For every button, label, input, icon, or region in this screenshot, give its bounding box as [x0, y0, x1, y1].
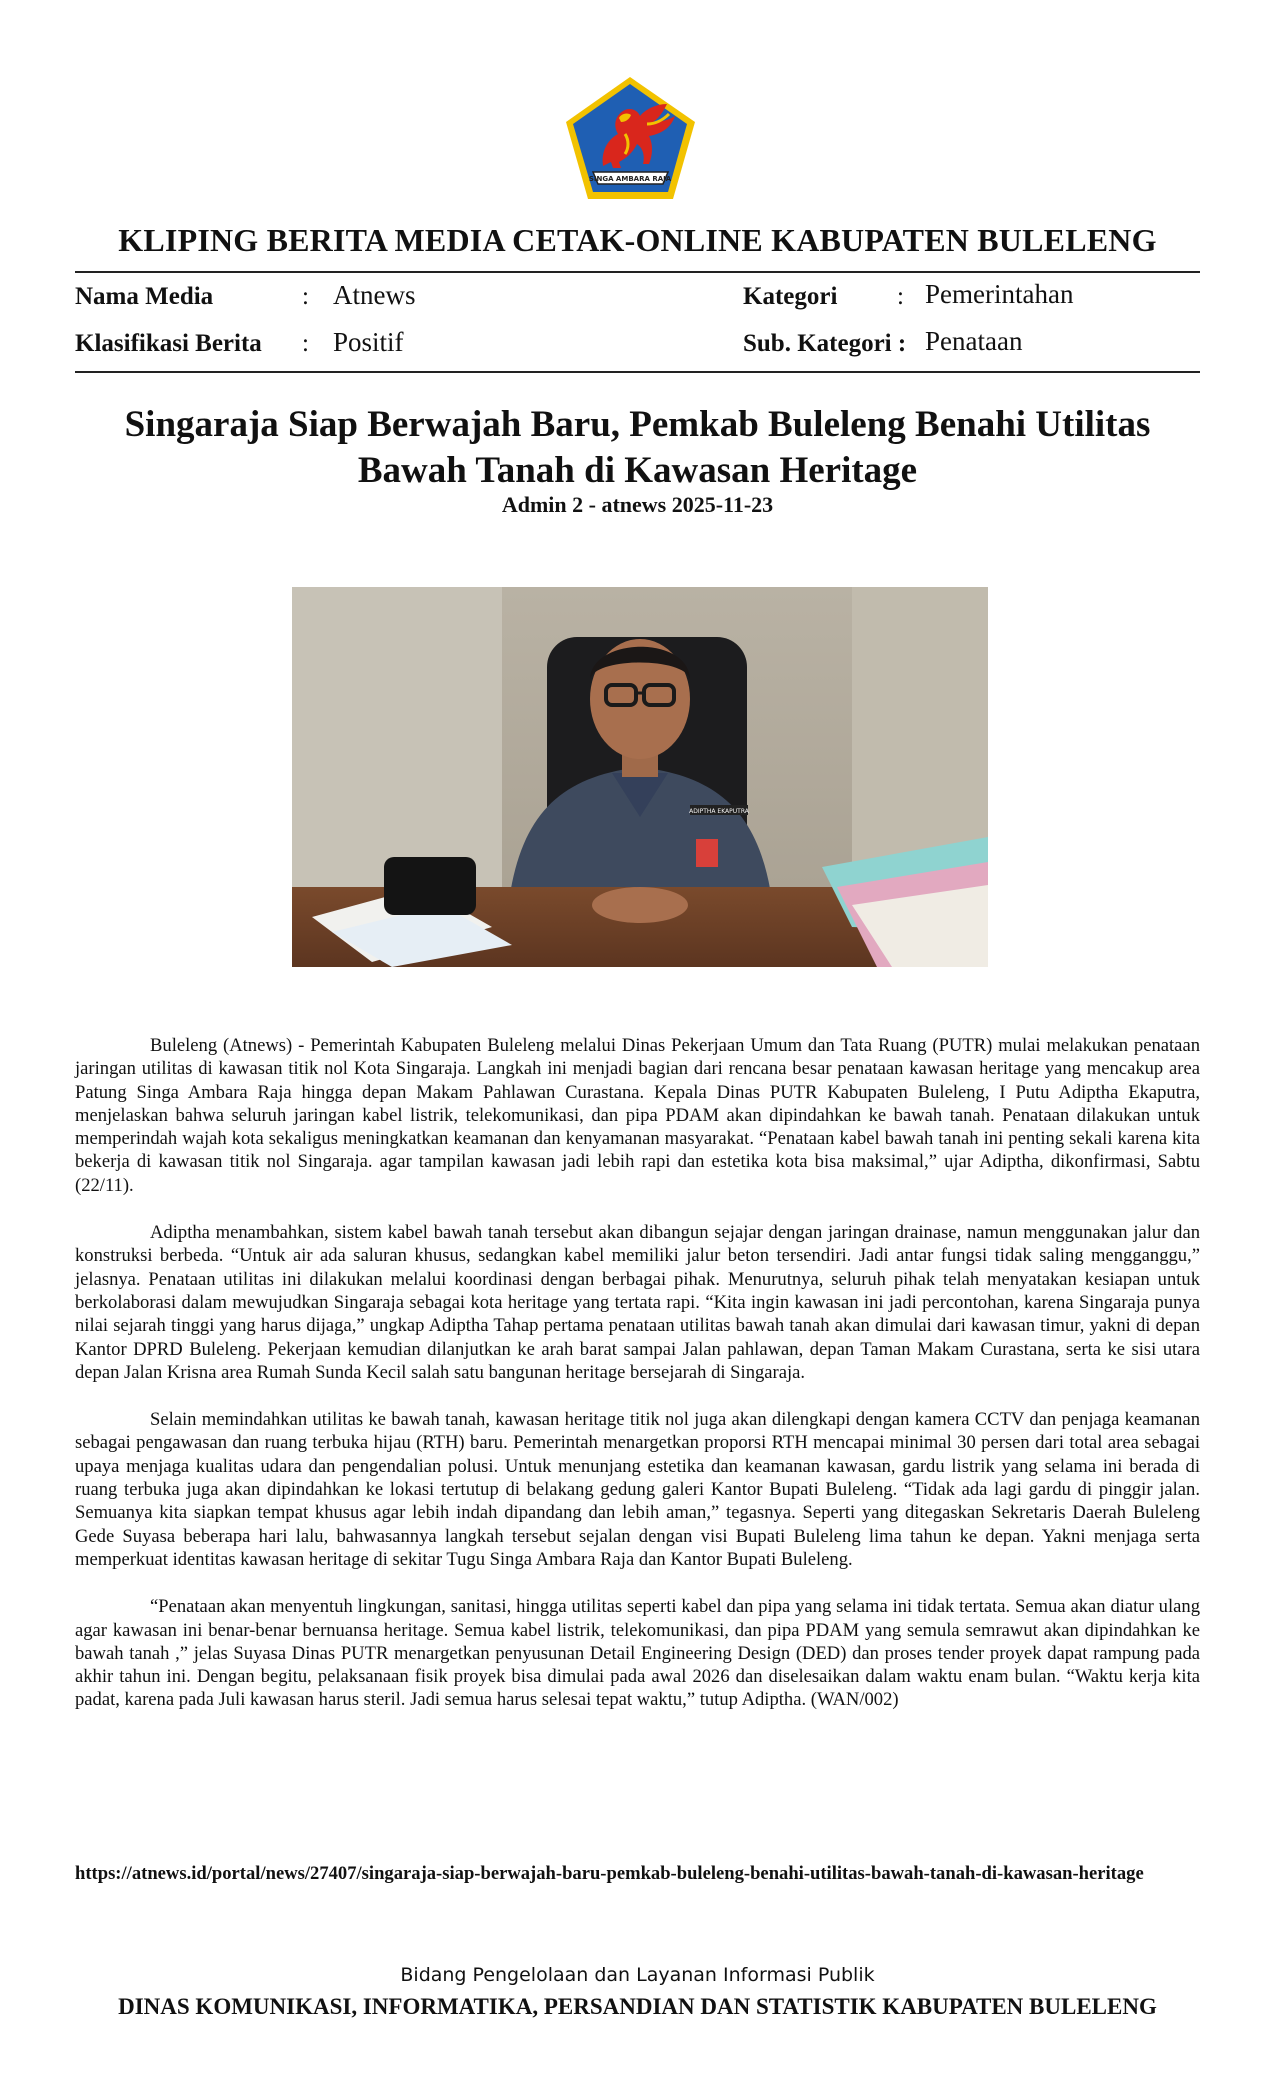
category-separator: : — [897, 283, 904, 310]
subcategory-label: Sub. Kategori : — [743, 330, 907, 357]
article-paragraph: Buleleng (Atnews) - Pemerintah Kabupaten Buleleng melalui Dinas Pekerjaan Umum dan Tata Ruang (PUTR) mulai melakukan penataan jaringan utilitas di kawasan titik nol Kota Singaraja. Langkah ini menjadi bagian dari rencana besar penataan kawasan heritage yang mencakup area Patung Singa Ambara Raja hingga depan Makam Pahlawan Curastana. Kepala Dinas PUTR Kabupaten Buleleng, I Putu Adiptha Ekaputra, menjelaskan bahwa seluruh jaringan kabel listrik, telekomunikasi, dan pipa PDAM akan dipindahkan ke bawah tanah. Penataan dilakukan untuk memperindah wajah kota sekaligus meningkatkan keamanan dan kenyamanan masyarakat. “Penataan kabel bawah tanah ini penting sekali karena kita bekerja di kawasan titik nol Singaraja. agar tampilan kawasan jadi lebih rapi dan estetika kota bisa maksimal,” ujar Adiptha, dikonfirmasi, Sabtu (22/11). — [75, 1035, 1200, 1196]
article-paragraph: “Penataan akan menyentuh lingkungan, sanitasi, hingga utilitas seperti kabel dan pipa yang selama ini tidak tertata. Semua akan diatur ulang agar kawasan ini benar-benar bernuansa heritage. Semua kabel listrik, telekomunikasi, dan pipa PDAM yang semula semrawut akan dipindahkan ke bawah tanah ,” jelas Suyasa Dinas PUTR menargetkan penyusunan Detail Engineering Design (DED) dan proses tender proyek dapat rampung pada akhir tahun ini. Dengan begitu, pelaksanaan fisik proyek bisa dimulai pada awal 2026 dan diselesaikan dalam waktu enam bulan. “Waktu kerja kita padat, karena pada Juli kawasan harus steril. Jadi semua harus selesai tepat waktu,” tutup Adiptha. (WAN/002) — [75, 1596, 1200, 1711]
category-value: Pemerintahan — [925, 279, 1074, 309]
photo-name-badge: ADIPTHA EKAPUTRA — [689, 808, 749, 815]
clipping-header-title: KLIPING BERITA MEDIA CETAK-ONLINE KABUPATEN BULELENG — [118, 222, 1157, 258]
emblem-motto-text: SINGA AMBARA RAJA — [588, 175, 672, 183]
news-classification-value: Positif — [333, 327, 404, 357]
footer-agency: DINAS KOMUNIKASI, INFORMATIKA, PERSANDIAN DAN STATISTIK KABUPATEN BULELENG — [118, 1994, 1157, 2019]
article-body — [75, 1034, 1200, 1736]
news-classification-separator: : — [302, 330, 309, 357]
footer-department: Bidang Pengelolaan dan Layanan Informasi Publik — [400, 1964, 875, 1986]
subcategory-value: Penataan — [925, 326, 1023, 356]
article-photo — [292, 587, 988, 967]
source-url-link[interactable]: https://atnews.id/portal/news/27407/singaraja-siap-berwajah-baru-pemkab-buleleng-benahi-utilitas-bawah-tanah-di-kawasan-heritage — [75, 1863, 1144, 1884]
article-title: Singaraja Siap Berwajah Baru, Pemkab Buleleng Benahi Utilitas Bawah Tanah di Kawasan Heritage — [124, 404, 1151, 491]
news-classification-label: Klasifikasi Berita — [75, 330, 262, 357]
header-divider-bottom — [75, 371, 1200, 373]
media-name-label: Nama Media — [75, 283, 214, 310]
article-byline: Admin 2 - atnews 2025-11-23 — [501, 492, 774, 517]
buleleng-regency-emblem — [563, 74, 698, 202]
header-divider-top — [75, 271, 1200, 273]
category-label: Kategori — [743, 283, 838, 310]
media-name-separator: : — [302, 283, 309, 310]
article-paragraph: Adiptha menambahkan, sistem kabel bawah tanah tersebut akan dibangun sejajar dengan jaringan drainase, namun menggunakan jalur dan konstruksi berbeda. “Untuk air ada saluran khusus, sedangkan kabel memiliki jalur beton tersendiri. Jadi antar fungsi tidak saling mengganggu,” jelasnya. Penataan utilitas ini dilakukan melalui koordinasi dengan berbagai pihak. Menurutnya, seluruh pihak telah menyatakan kesiapan untuk berkolaborasi dalam mewujudkan Singaraja sebagai kota heritage yang tertata rapi. “Kita ingin kawasan ini jadi percontohan, karena Singaraja punya nilai sejarah tinggi yang harus dijaga,” ungkap Adiptha Tahap pertama penataan utilitas bawah tanah akan dimulai dari kawasan timur, yakni di depan Kantor DPRD Buleleng. Pekerjaan kemudian dilanjutkan ke arah barat sampai Jalan pahlawan, depan Taman Makam Curastana, serta ke sisi utara depan Jalan Krisna area Rumah Sunda Kecil salah satu bangunan heritage bersejarah di Singaraja. — [75, 1222, 1200, 1383]
media-name-value: Atnews — [333, 280, 416, 310]
lion-emblem-icon — [563, 74, 698, 202]
article-paragraph: Selain memindahkan utilitas ke bawah tanah, kawasan heritage titik nol juga akan dilengkapi dengan kamera CCTV dan penjaga keamanan sebagai pengawasan dan ruang terbuka hijau (RTH) baru. Pemerintah menargetkan proporsi RTH mencapai minimal 30 persen dari total area sebagai upaya menjaga kualitas udara dan pengendalian polusi. Untuk menunjang estetika dan keamanan kawasan, gardu listrik yang selama ini berada di ruang terbuka juga akan dipindahkan ke lokasi tertutup di belakang gedung galeri Kantor Bupati Buleleng. “Tidak ada lagi gardu di pinggir jalan. Semuanya kita siapkan tempat khusus agar lebih indah dipandang dan lebih aman,” tegasnya. Seperti yang ditegaskan Sekretaris Daerah Buleleng Gede Suyasa beberapa hari lalu, bahwasannya langkah tersebut sejalan dengan visi Bupati Buleleng lima tahun ke depan. Yakni menjaga serta memperkuat identitas kawasan heritage di sekitar Tugu Singa Ambara Raja dan Kantor Bupati Buleleng. — [75, 1409, 1200, 1570]
